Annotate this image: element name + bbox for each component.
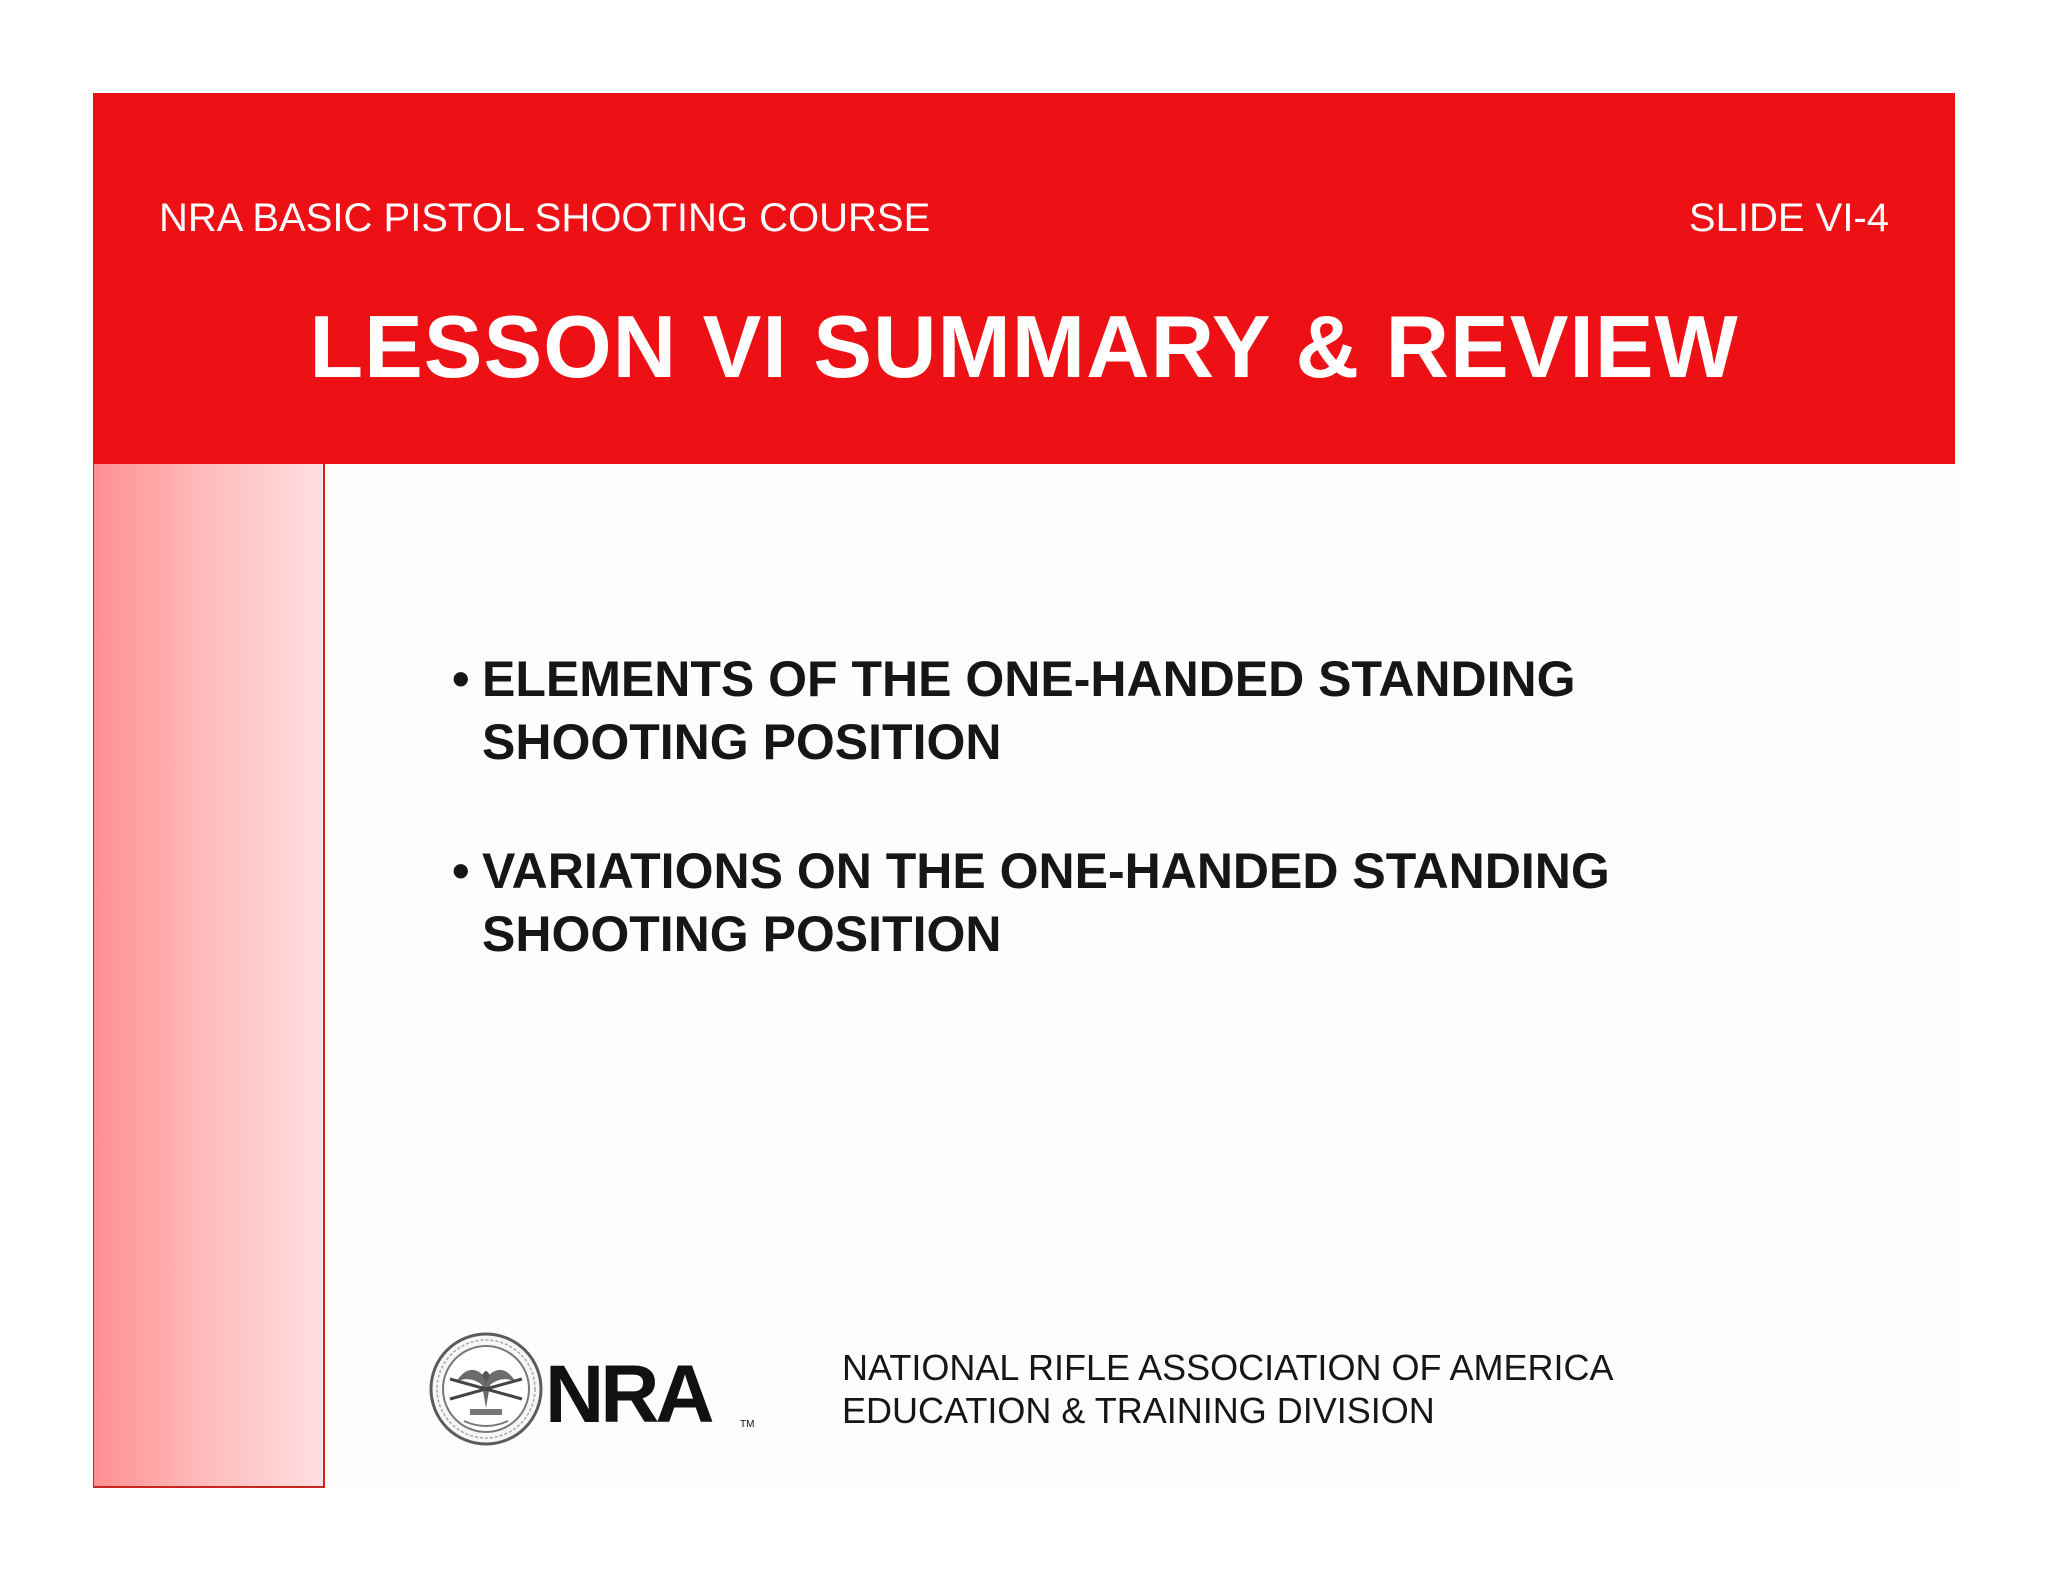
- left-gradient-sidebar: [93, 464, 325, 1488]
- nra-wordmark: NRA: [545, 1349, 711, 1440]
- bullet-line: ELEMENTS OF THE ONE-HANDED STANDING: [482, 651, 1576, 707]
- bullet-list: [452, 648, 1752, 1032]
- bullet-line: SHOOTING POSITION: [482, 714, 1002, 770]
- bullet-line: VARIATIONS ON THE ONE-HANDED STANDING: [482, 843, 1610, 899]
- bullet-item: [452, 840, 1752, 966]
- nra-logo: [426, 1330, 756, 1450]
- trademark-mark: TM: [740, 1419, 755, 1430]
- nra-eagle-seal-icon: [431, 1334, 541, 1444]
- slide-number: SLIDE VI-4: [1688, 196, 1889, 240]
- course-title: NRA BASIC PISTOL SHOOTING COURSE: [159, 196, 931, 240]
- lesson-title: LESSON VI SUMMARY & REVIEW: [309, 297, 1739, 396]
- organization-footer: [842, 1346, 1613, 1432]
- bullet-line: SHOOTING POSITION: [482, 906, 1002, 962]
- bullet-marker: •: [452, 651, 470, 707]
- organization-name: NATIONAL RIFLE ASSOCIATION OF AMERICA: [842, 1347, 1614, 1388]
- division-name: EDUCATION & TRAINING DIVISION: [842, 1390, 1435, 1431]
- bullet-item: [452, 648, 1752, 774]
- header-band: [93, 93, 1955, 464]
- bullet-marker: •: [452, 843, 470, 899]
